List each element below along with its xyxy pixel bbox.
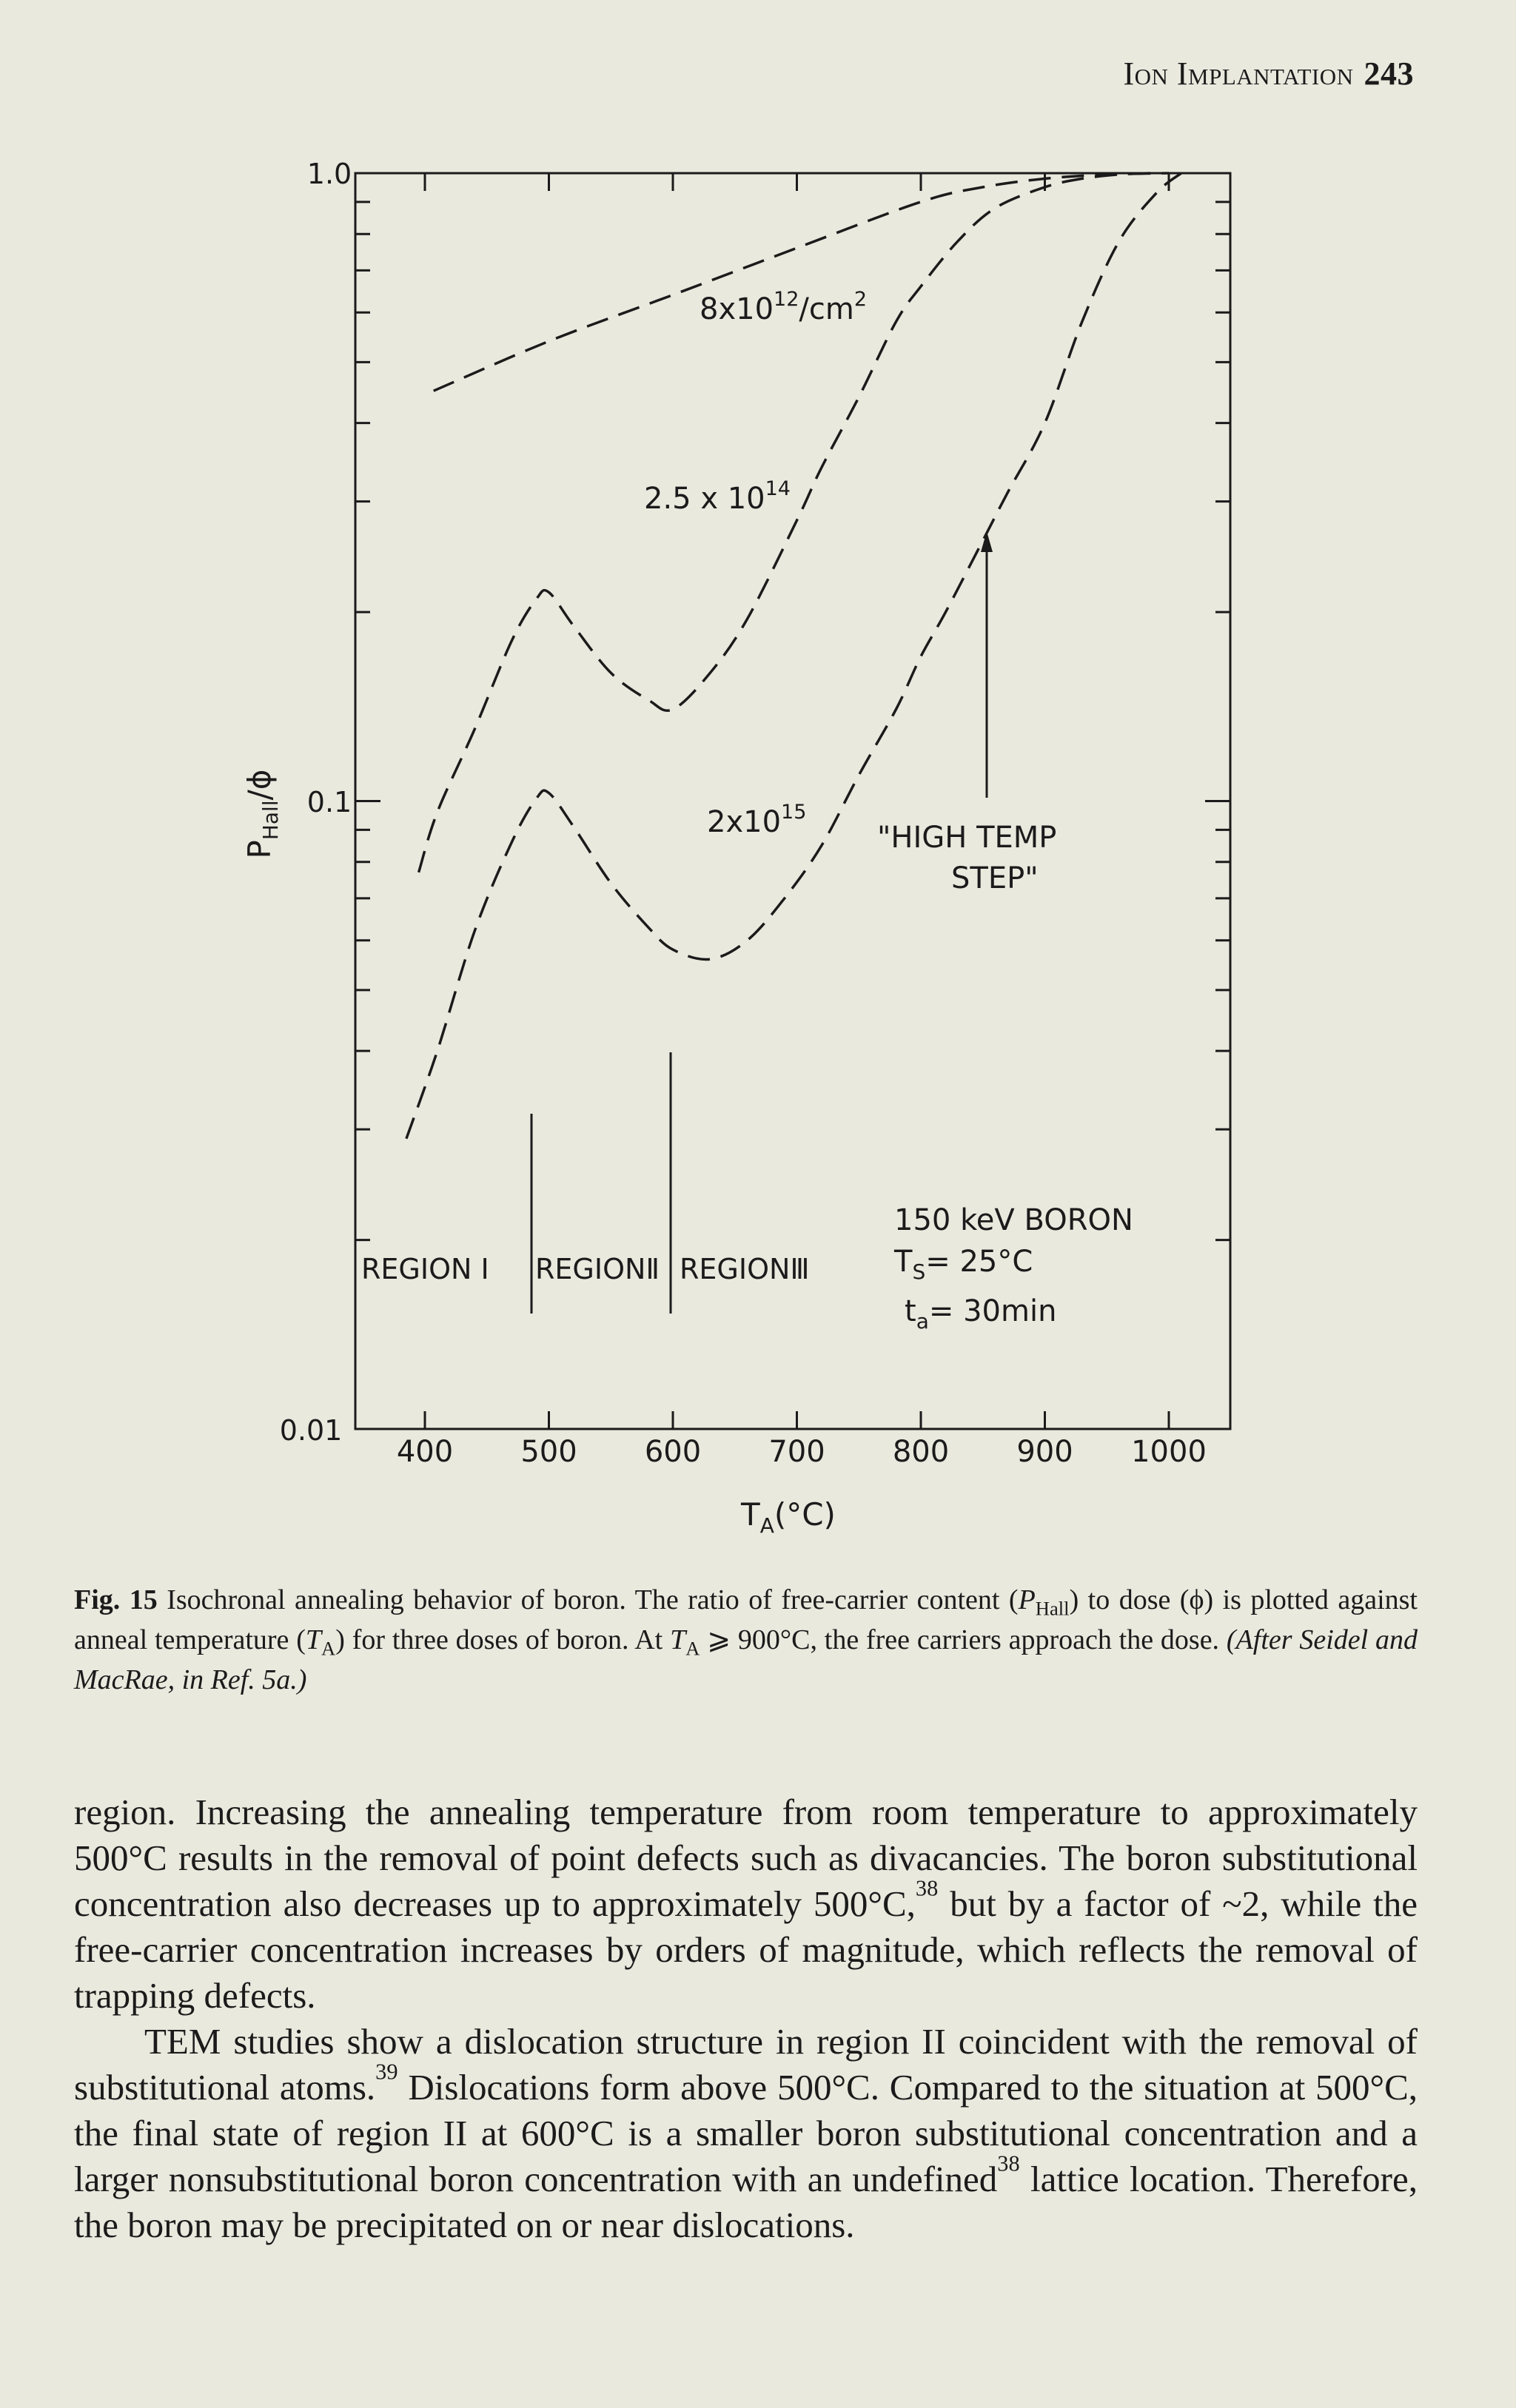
reference-marker: 39 — [375, 2059, 398, 2085]
y-tick-label: 1.0 — [306, 158, 352, 190]
caption-symbol: T — [305, 1624, 322, 1655]
x-tick-label: 1000 — [1131, 1435, 1207, 1469]
caption-subscript: Hall — [1035, 1597, 1070, 1620]
series-label: $8x10^{12}/cm^2$ — [700, 288, 868, 326]
high-temp-label: "HIGH TEMP — [877, 821, 1057, 855]
y-tick-label: 0.1 — [306, 786, 352, 818]
paragraph-text: lattice location. Therefore, the boron may be precipitated on or near dislocations. — [74, 2159, 1418, 2245]
series-line — [419, 173, 1150, 872]
caption-symbol: T — [670, 1624, 686, 1655]
paragraph-text: TEM studies show a dislocation structure in region II coincident with the removal of substitutional atoms. — [74, 2021, 1418, 2108]
region-label: REGIONⅡ — [535, 1253, 660, 1285]
y-axis-label: $P_{Hall}/\phi$ — [241, 769, 283, 859]
paragraph — [74, 1789, 1418, 2019]
arrow-head — [981, 531, 993, 552]
caption-attribution: (After Seidel and MacRae, in Ref. 5a.) — [74, 1624, 1418, 1695]
caption-text: ⩾ 900°C, the free carriers approach the dose. — [700, 1624, 1220, 1655]
x-tick-label: 500 — [520, 1435, 577, 1469]
region-label: REGION Ⅰ — [361, 1253, 489, 1285]
condition-time: $t_a= 30\min$ — [905, 1294, 1057, 1334]
series-line — [406, 173, 1181, 1139]
series-line — [434, 173, 1169, 391]
paragraph-text: Dislocations form above 500°C. Compared to the situation at 500°C, the final state of region II at 600°C is a smaller boron substitutional concentration and a larger nonsubstitutional boron concentration with an undefined — [74, 2067, 1418, 2199]
x-tick-label: 700 — [768, 1435, 825, 1469]
x-tick-label: 900 — [1016, 1435, 1073, 1469]
caption-symbol: P — [1018, 1584, 1036, 1615]
condition-temp: $T_S= 25^\circ C$ — [894, 1245, 1033, 1284]
high-temp-label: STEP" — [951, 861, 1039, 895]
figure-caption — [74, 1580, 1418, 1700]
series-group — [406, 173, 1181, 1139]
series-label: $2x10^{15}$ — [707, 801, 807, 839]
paragraph-text: but by a factor of ~2, while the free-carrier concentration increases by orders of magnitude, which reflects the removal of trapping defects. — [74, 1883, 1418, 2016]
caption-text: Isochronal annealing behavior of boron. The ratio of free-carrier content ( — [167, 1584, 1019, 1615]
region-label: REGIONⅢ — [680, 1253, 810, 1285]
y-tick-label: 0.01 — [279, 1414, 343, 1447]
caption-text: ) for three doses of boron. At — [335, 1624, 671, 1655]
x-tick-label: 400 — [396, 1435, 454, 1469]
running-title: Ion Implantation — [1123, 56, 1354, 92]
paragraph — [74, 2019, 1418, 2248]
x-tick-label: 600 — [644, 1435, 702, 1469]
caption-subscript: A — [685, 1637, 700, 1660]
x-tick-label: 800 — [892, 1435, 950, 1469]
body-text — [74, 1789, 1418, 2248]
caption-subscript: A — [321, 1637, 336, 1660]
page-number: 243 — [1364, 56, 1414, 92]
condition-energy: 150 keV BORON — [894, 1203, 1133, 1237]
series-label: 2.5 x $10^{14}$ — [644, 477, 791, 516]
reference-marker: 38 — [997, 2150, 1020, 2176]
caption-text: ) to dose (ϕ) is plotted against anneal temperature ( — [74, 1584, 1418, 1655]
paragraph-text: region. Increasing the annealing temperature from room temperature to approximately 500°C results in the removal of point defects such as divacancies. The boron substitutional concentration also decreases up to approximately 500°C, — [74, 1792, 1418, 1924]
x-axis-label: $T_A(^\circ C)$ — [741, 1496, 836, 1538]
figure-label: Fig. 15 — [74, 1584, 158, 1615]
reference-marker: 38 — [915, 1875, 939, 1901]
